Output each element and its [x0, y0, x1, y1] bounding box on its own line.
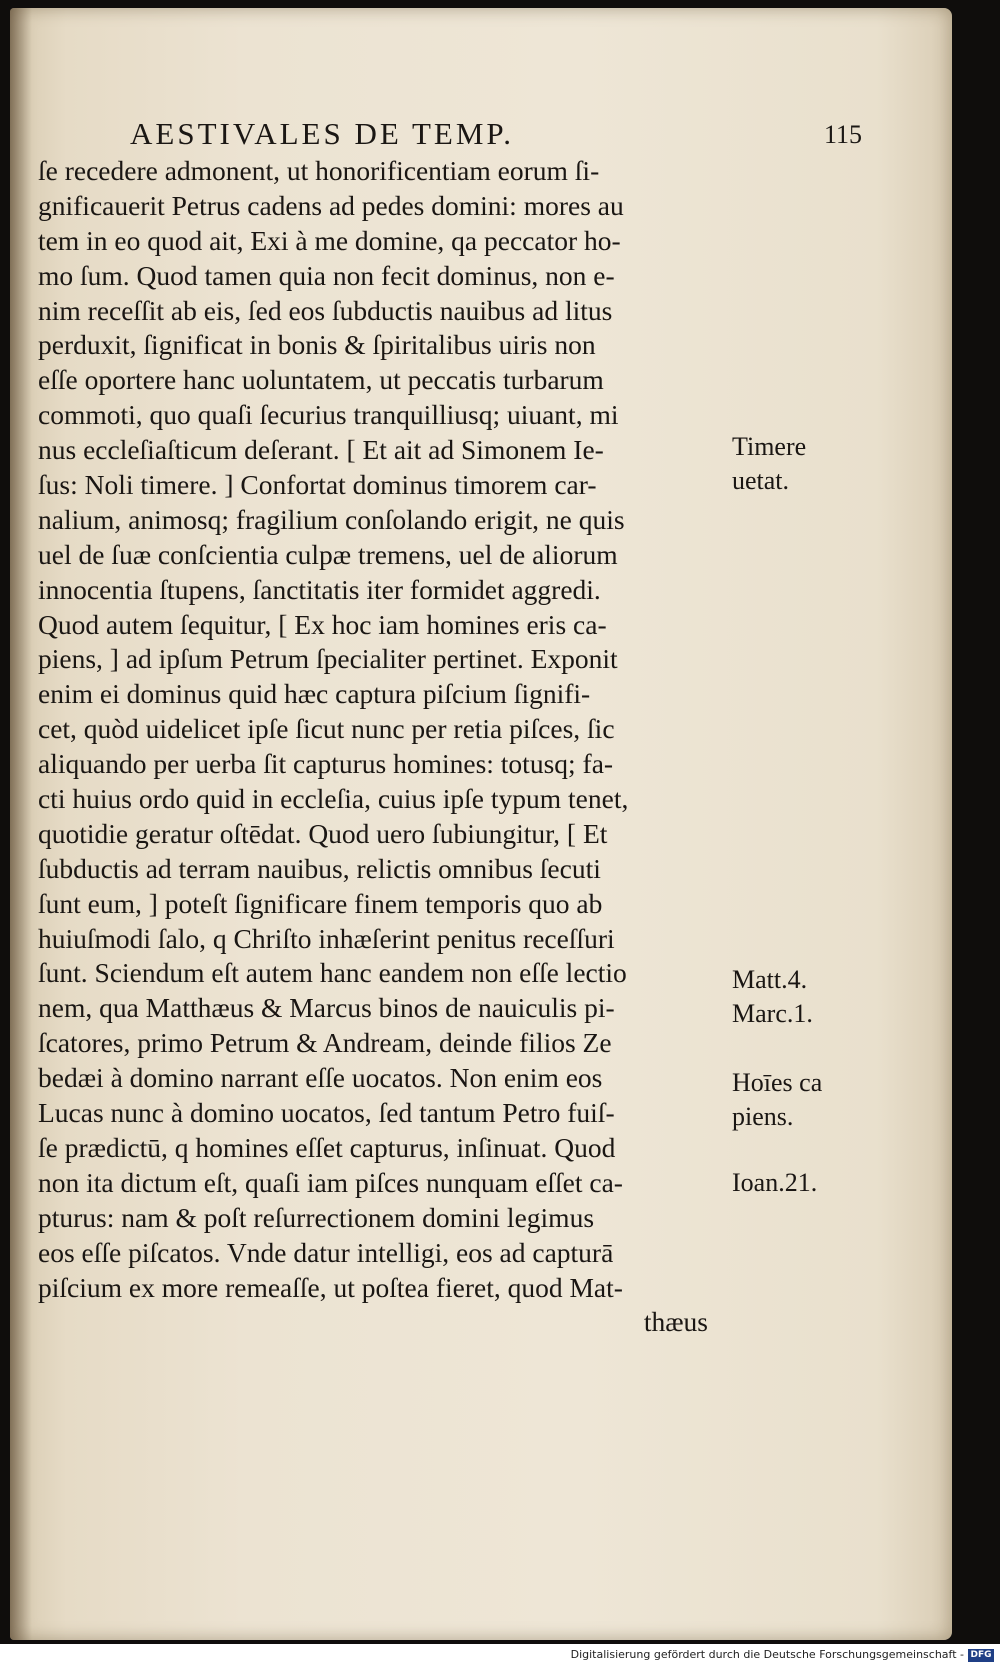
text-line: ſunt eum, ] poteſt ſignificare finem temporis quo ab	[38, 887, 603, 919]
text-line: Lucas nunc à domino uocatos, ſed tantum Petro fuiſ-	[38, 1097, 615, 1129]
text-line: ſe prædictū, q homines eſſet capturus, inſinuat. Quod	[38, 1131, 616, 1163]
marginal-note-line: piens.	[732, 1102, 794, 1131]
text-line: ſcatores, primo Petrum & Andream, deinde filios Ze	[38, 1027, 612, 1059]
marginal-note-line: Ioan.21.	[732, 1168, 818, 1197]
marginal-note-ioan	[732, 1166, 852, 1200]
text-line: ſunt. Sciendum eſt autem hanc eandem non eſſe lectio	[38, 957, 627, 989]
marginal-note-line: uetat.	[732, 466, 790, 495]
page-number: 115	[823, 120, 862, 149]
text-line: thæus	[643, 1306, 708, 1338]
book-page	[10, 8, 952, 1640]
text-line: huiuſmodi ſalo, q Chriſto inhæſerint penitus receſſuri	[38, 922, 615, 954]
main-text-block	[38, 154, 728, 1340]
text-line: pturus: nam & poſt reſurrectionem domini legimus	[38, 1201, 595, 1233]
text-line: Quod autem ſequitur, [ Ex hoc iam homines eris ca-	[38, 608, 607, 640]
text-line: aliquando per uerba ſit capturus homines: totusq; fa-	[38, 748, 614, 780]
marginal-note-line: Hoīes ca	[732, 1068, 823, 1097]
text-line: non ita dictum eſt, quaſi iam piſces nunquam eſſet ca-	[38, 1166, 623, 1198]
running-head-title: AESTIVALES DE TEMP.	[130, 116, 514, 151]
text-line: ſus: Noli timere. ] Confortat dominus timorem car-	[38, 469, 597, 501]
text-line: quotidie geratur oſtēdat. Quod uero ſubiungitur, [ Et	[38, 817, 608, 849]
marginal-note-timere	[732, 430, 852, 498]
text-line: piſcium ex more remeaſſe, ut poſtea fieret, quod Mat-	[38, 1271, 623, 1303]
dfg-logo: DFG	[968, 1649, 994, 1662]
text-line: gnificauerit Petrus cadens ad pedes domini: mores au	[38, 189, 624, 221]
text-line: commoti, quo quaſi ſecurius tranquilliusq; uiuant, mi	[38, 399, 619, 431]
text-line: nem, qua Matthæus & Marcus binos de nauiculis pi-	[38, 992, 615, 1024]
text-line: nus eccleſiaſticum deſerant. [ Et ait ad Simonem Ie-	[38, 434, 604, 466]
digitization-footer	[0, 1644, 1000, 1668]
text-line: piens, ] ad ipſum Petrum ſpecialiter pertinet. Exponit	[38, 643, 618, 675]
text-line: innocentia ſtupens, ſanctitatis iter formidet aggredi.	[38, 573, 601, 605]
text-line: cet, quòd uidelicet ipſe ſicut nunc per retia piſces, ſic	[38, 713, 615, 745]
marginal-note-line: Matt.4.	[732, 965, 808, 994]
footer-credit: Digitalisierung gefördert durch die Deutsche Forschungsgemeinschaft -	[570, 1648, 964, 1661]
text-line: eos eſſe piſcatos. Vnde datur intelligi, eos ad capturā	[38, 1236, 614, 1268]
marginal-note-line: Timere	[732, 432, 807, 461]
text-line: cti huius ordo quid in eccleſia, cuius ipſe typum tenet,	[38, 783, 629, 815]
text-line: eſſe oportere hanc uoluntatem, ut peccatis turbarum	[38, 364, 604, 396]
text-line: mo ſum. Quod tamen quia non fecit dominus, non e-	[38, 259, 615, 291]
marginal-note-hoies-capiens	[732, 1066, 852, 1134]
text-line: ſubductis ad terram nauibus, relictis omnibus ſecuti	[38, 852, 601, 884]
text-line: nim receſſit ab eis, ſed eos ſubductis nauibus ad litus	[38, 294, 613, 326]
text-line: ſe recedere admonent, ut honorificentiam eorum ſi-	[38, 155, 600, 186]
text-line: nalium, animosq; fragilium conſolando erigit, ne quis	[38, 503, 625, 535]
text-line: tem in eo quod ait, Exi à me domine, qa peccator ho-	[38, 224, 621, 256]
marginal-note-line: Marc.1.	[732, 999, 813, 1028]
text-line: enim ei dominus quid hæc captura piſcium ſignifi-	[38, 678, 591, 710]
text-line: perduxit, ſignificat in bonis & ſpiritalibus uiris non	[38, 329, 596, 361]
text-line: uel de ſuæ conſcientia culpæ tremens, uel de aliorum	[38, 538, 618, 570]
marginal-note-matt-marc	[732, 963, 852, 1031]
text-line: bedæi à domino narrant eſſe uocatos. Non enim eos	[38, 1062, 603, 1094]
